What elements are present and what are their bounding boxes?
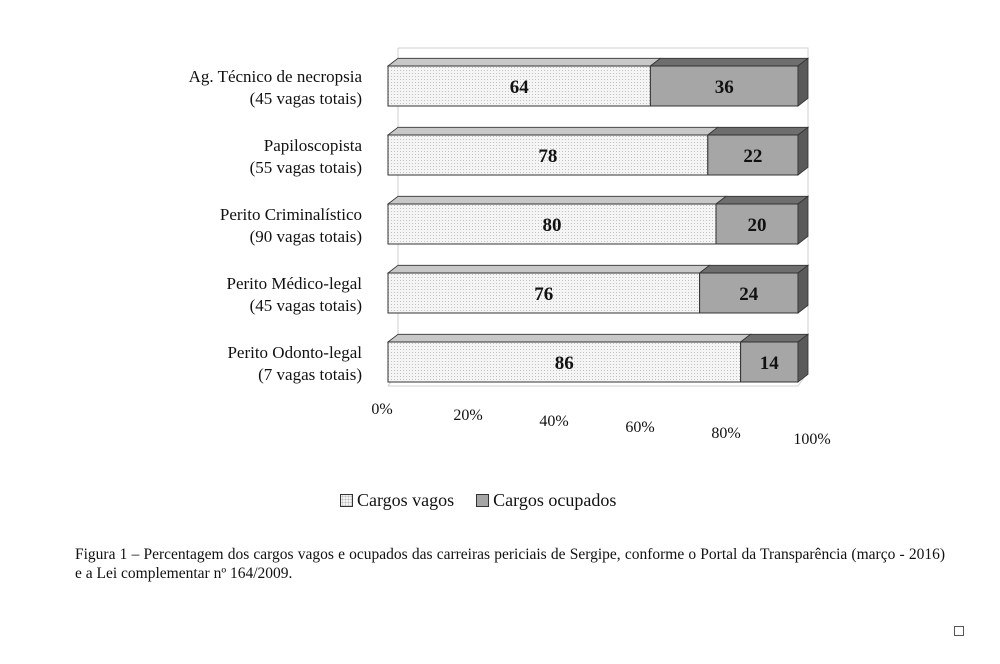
bar-top-1-0 [650,58,808,66]
category-label-4-0: Perito Odonto-legal [227,343,362,362]
category-label-2-1: (90 vagas totais) [249,227,362,246]
legend-swatch-ocupados [476,494,489,507]
category-label-1-1: (55 vagas totais) [249,158,362,177]
data-label-0-2: 80 [542,215,562,236]
category-label-2-0: Perito Criminalístico [219,205,362,224]
legend-item-vagos [340,490,454,511]
bar-top-0-3 [388,265,710,273]
category-label-4-1: (7 vagas totais) [258,365,362,384]
category-label-0-1: (45 vagas totais) [249,89,362,108]
x-tick-labels [371,401,830,448]
category-labels [189,67,363,384]
bar-top-1-3 [700,265,808,273]
bar-top-0-2 [388,196,726,204]
bar-top-1-4 [741,334,808,342]
category-label-3-1: (45 vagas totais) [249,296,362,315]
x-tick-label-0: 0% [371,401,393,418]
x-tick-label-3: 60% [625,419,655,436]
data-label-1-3: 24 [739,284,759,305]
bars-group [388,58,808,382]
data-label-0-4: 86 [554,353,574,374]
data-label-0-3: 76 [534,284,554,305]
category-label-3-0: Perito Médico-legal [226,274,362,293]
legend-label-ocupados: Cargos ocupados [493,490,617,510]
legend-label-vagos: Cargos vagos [357,490,455,510]
category-label-1-0: Papiloscopista [263,136,362,155]
bar-side-0 [798,58,808,106]
x-tick-label-5: 100% [793,431,831,448]
data-label-0-0: 64 [509,77,529,98]
figure-caption: Figura 1 – Percentagem dos cargos vagos e ocupados das carreiras periciais de Sergipe, conforme o Portal da Transparência (março - 2016) e a Lei complementar nº 164/2009. [75,546,945,582]
x-tick-label-2: 40% [539,413,569,430]
x-tick-label-1: 20% [453,407,483,424]
bar-side-2 [798,196,808,244]
bar-top-1-2 [716,196,808,204]
legend-swatch-vagos [340,494,353,507]
bar-side-1 [798,127,808,175]
bar-side-3 [798,265,808,313]
data-label-0-1: 78 [538,146,558,167]
bar-top-0-1 [388,127,718,135]
bar-top-0-4 [388,334,751,342]
data-label-1-2: 20 [747,215,767,236]
small-square-icon [954,626,964,636]
bar-side-4 [798,334,808,382]
bar-top-1-1 [708,127,808,135]
bar-top-0-0 [388,58,660,66]
category-label-0-0: Ag. Técnico de necropsia [188,67,362,86]
x-tick-label-4: 80% [711,425,741,442]
data-label-1-0: 36 [714,77,734,98]
legend-item-ocupados [476,490,616,511]
data-label-1-1: 22 [743,146,763,167]
legend [340,490,616,511]
data-label-1-4: 14 [759,353,779,374]
